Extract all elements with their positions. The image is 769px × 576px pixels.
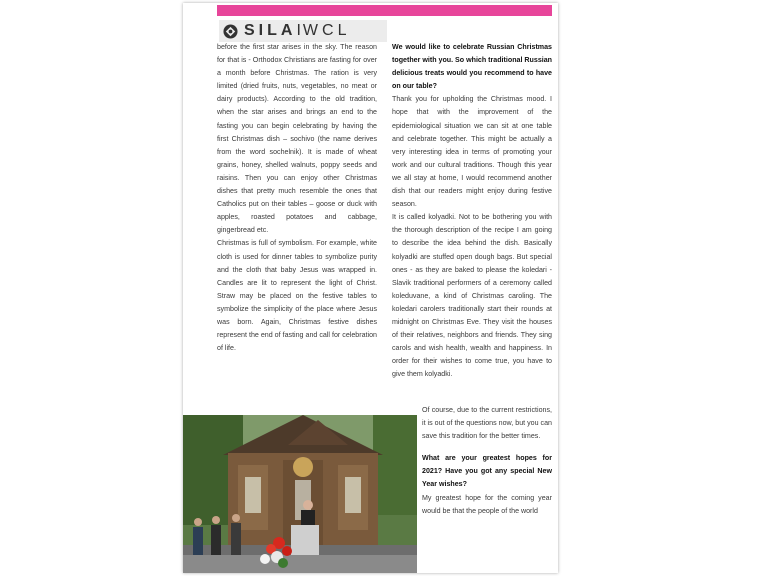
header-accent-bar [217, 5, 552, 16]
left-column [217, 41, 377, 355]
magazine-logo [219, 20, 387, 42]
paragraph: It is called kolyadki. Not to be bothering you with the thorough description of the recipe I am going to describe the idea behind the dish. Basically kolyadki are stuffed open dough bags. But special ones - as they are baked to please the koledari - Slavik traditional performers of a ceremony called koleduvane, a kind of Christmas caroling. The koledari carolers traditionally start their rounds at midnight on Christmas Eve. They visit the houses of their relatives, neighbors and friends. They sing carols and wish health, wealth and happiness. In order for their wishes to come true, you have to give them kolyadki. [392, 213, 552, 379]
paragraph: before the first star arises in the sky. The reason for that is - Orthodox Christians are fasting for over a month before Christmas. The ration is very limited (dried fruits, nuts, vegetables, no meat or dairy products). According to the old tradition, when the star arises and brings an end to the fasting you can begin celebrating by having the first Christmas dish – sochivo (the name derives from the word sochelnik). It is made of wheat grains, honey, shelled walnuts, poppy seeds and raisins. Then you can enjoy other Christmas dishes that pretty much resemble the ones that Catholics put on their tables – goose or duck with apples, roasted potatoes and cabbage, gingerbread etc. [217, 43, 377, 235]
paragraph: Thank you for upholding the Christmas mood. I hope that with the improvement of the epidemiological situation we can sit at one table and celebrate together. This might be actually a very interesting idea in terms of promoting your work and our cultural traditions. Though this year we all stay at home, I would recommend another dish that our readers might enjoy during festive season. [392, 95, 552, 209]
logo-text: SILAIWCL [244, 22, 351, 39]
interview-question: We would like to celebrate Russian Christmas together with you. So which traditional Russian delicious treats would you recommend to have on our table? [392, 43, 553, 91]
chapel-photo [183, 415, 417, 573]
paragraph: Of course, due to the current restrictions, it is out of the questions now, but you can save this tradition for the better times. [422, 406, 552, 441]
right-column [392, 41, 552, 381]
magazine-page [183, 3, 558, 573]
paragraph: Christmas is full of symbolism. For example, white cloth is used for dinner tables to symbolize purity and the cloth that baby Jesus was wrapped in. Candles are lit to represent the light of Christ. Straw may be placed on the festive tables to symbolize the simplicity of the place where Jesus was born. Again, Christmas festive dishes represent the end of fasting and call for celebration of life. [217, 239, 377, 353]
interview-question: What are your greatest hopes for 2021? Have you got any special New Year wishes? [422, 454, 552, 489]
right-column-continued [422, 404, 552, 518]
logo-emblem-icon [223, 24, 238, 39]
paragraph: My greatest hope for the coming year would be that the people of the world [422, 493, 552, 515]
